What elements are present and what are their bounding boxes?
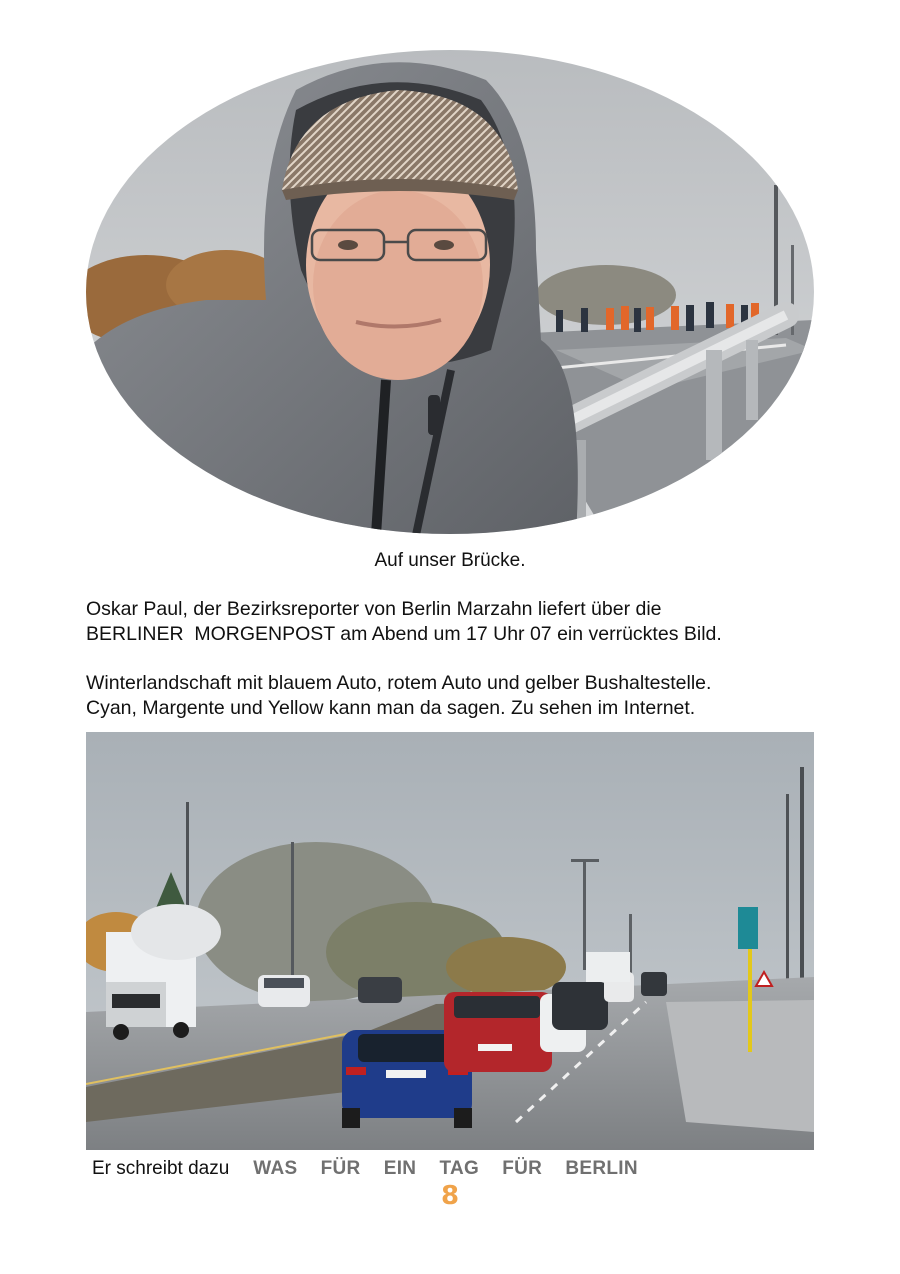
portrait-photo [86,50,814,535]
footer-writes: Er schreibt dazu [92,1158,230,1179]
street-photo [86,732,814,1150]
paragraph-reporter [86,597,846,647]
footer-headline: WAS FÜR EIN TAG FÜR BERLIN [253,1158,638,1179]
paragraph-line: Winterlandschaft mit blauem Auto, rotem Auto und gelber Bushaltestelle. [86,672,712,694]
paragraph-line: BERLINER MORGENPOST am Abend um 17 Uhr 07 ein verrücktes Bild. [86,623,722,645]
footer-line [92,1158,638,1180]
page-number: 8 [440,1181,460,1211]
paragraph-line: Cyan, Margente und Yellow kann man da sagen. Zu sehen im Internet. [86,697,696,719]
paragraph-description [86,671,846,721]
paragraph-line: Oskar Paul, der Bezirksreporter von Berlin Marzahn liefert über die [86,598,662,620]
photo-caption: Auf unser Brücke. [374,550,526,571]
